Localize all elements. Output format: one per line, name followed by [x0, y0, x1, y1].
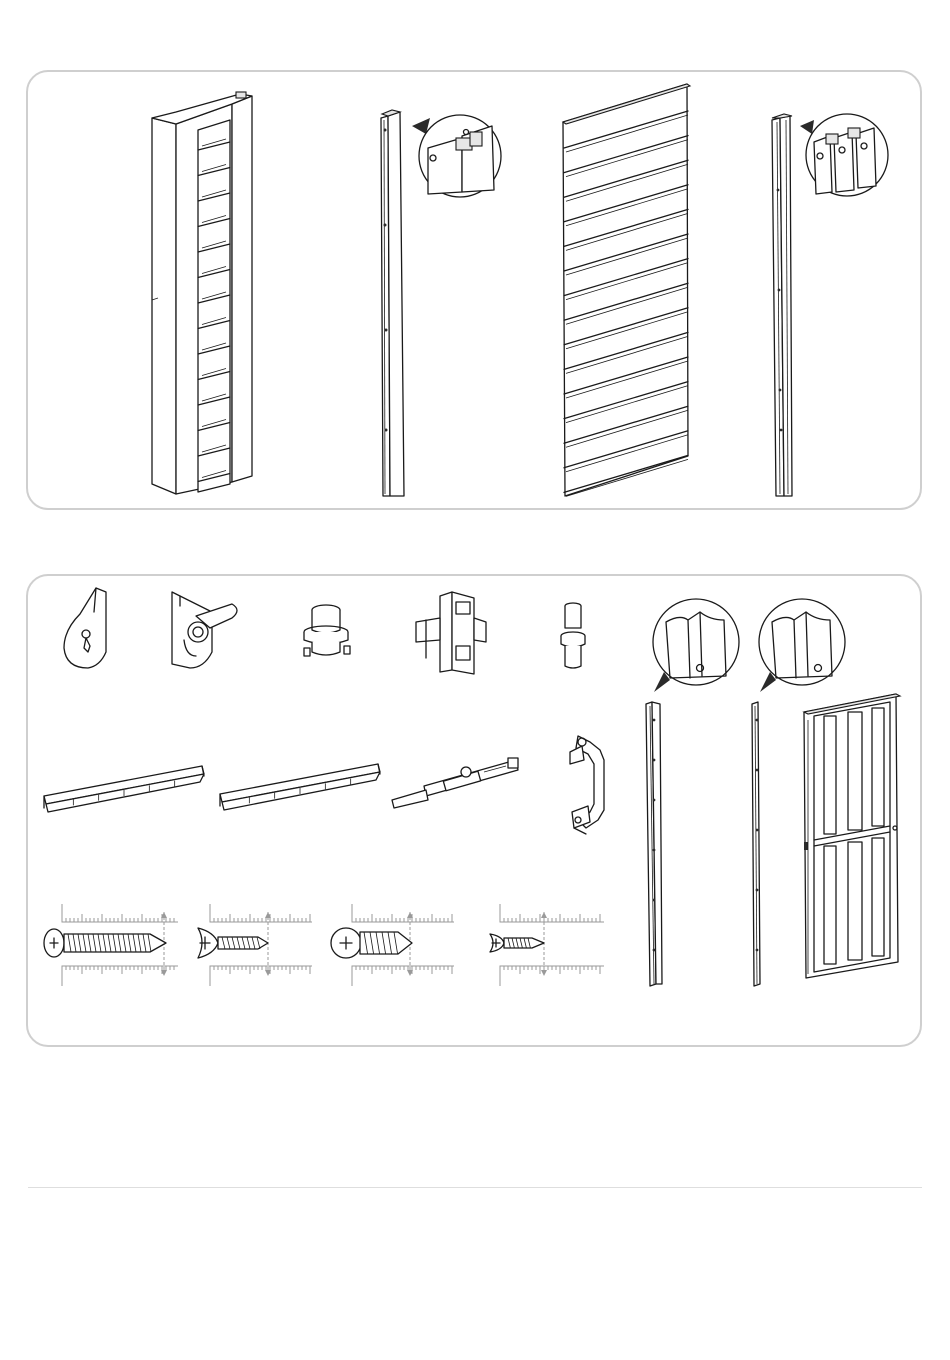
parts-illustration-top — [0, 0, 950, 520]
medium-screw — [198, 904, 312, 986]
roof-edge-bar-2 — [220, 764, 380, 810]
wide-screw — [331, 904, 454, 986]
short-screw — [490, 904, 604, 986]
door-panel — [804, 694, 900, 978]
horizontal-wall-panel — [563, 84, 690, 496]
panel-clip — [416, 592, 486, 674]
round-cap — [304, 605, 350, 656]
parts-illustration-bottom — [0, 560, 950, 1060]
hook-bracket — [172, 592, 237, 668]
roof-edge-bar-1 — [44, 766, 204, 812]
single-connector-profile — [381, 110, 501, 496]
double-connector-profile — [772, 114, 888, 496]
door-handle — [570, 736, 604, 834]
side-profile-1 — [646, 599, 739, 986]
connecting-pin — [561, 603, 585, 668]
hanging-clip — [64, 588, 106, 668]
door-latch — [392, 758, 518, 808]
corner-wall-panel — [152, 92, 252, 494]
long-screw — [44, 904, 178, 986]
footer-divider — [28, 1187, 922, 1188]
